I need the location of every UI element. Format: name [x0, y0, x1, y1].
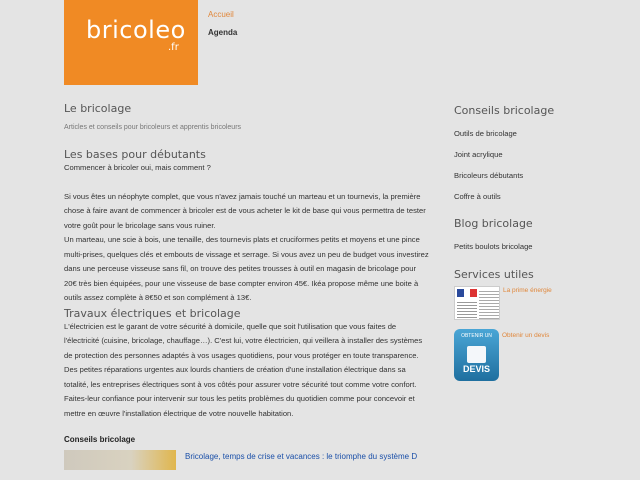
site-logo[interactable]: [64, 0, 198, 85]
sidebar-heading-conseils: Conseils bricolage: [454, 104, 555, 117]
sidebar-item-joint[interactable]: Joint acrylique: [454, 150, 503, 159]
sidebar-heading-blog: Blog bricolage: [454, 217, 533, 230]
document-icon: [467, 346, 486, 363]
flag-icon: [457, 289, 477, 297]
travaux-heading: Travaux électriques et bricolage: [64, 306, 241, 320]
article-link[interactable]: Bricolage, temps de crise et vacances : le triomphe du système D: [185, 452, 418, 461]
sidebar: [454, 104, 634, 281]
bases-paragraph-2: Un marteau, une scie à bois, une tenaille, des tournevis plats et cruciformes petits et moyens et une pince multi-prises, quelques clés et embouts de vissage et serrage. Si vous avez un peu de budget vous investirez dans une perceuse visseuse sans fil, on trouve des petites trousses à outil en magasin de bricolage pour 20€ très bien équipées, pour une visseuse de base compter environ 45€. Ikéa propose même une boite à outils assez complète à 8€50 et son complément à 13€.: [64, 235, 429, 302]
devis-caption: OBTENIR UN: [461, 333, 492, 339]
page-tagline: Articles et conseils pour bricoleurs et apprentis bricoleurs: [64, 124, 242, 131]
bases-heading: Les bases pour débutants: [64, 148, 206, 161]
sidebar-item-outils[interactable]: Outils de bricolage: [454, 129, 517, 138]
prime-energie-link[interactable]: La prime énergie: [503, 287, 552, 294]
sidebar-item-petits-boulots[interactable]: Petits boulots bricolage: [454, 242, 533, 251]
main-content: [64, 102, 429, 470]
devis-document-icon[interactable]: [454, 329, 499, 381]
government-flag-icon[interactable]: [454, 286, 500, 320]
travaux-paragraph-2: Des petites réparations urgentes aux lourds chantiers de création d'une installation électrique dans sa totalité, les entreprises électriques sont à vos côtés pour assurer votre sécurité tout comme votre confort. Faites-leur confiance pour intervenir sur tous les petits problèmes du quotidien comme pour concevoir et mettre en œuvre l'installation électrique de votre nouvelle habitation.: [64, 365, 417, 418]
nav-agenda[interactable]: Agenda: [208, 28, 238, 37]
page-title: Le bricolage: [64, 102, 132, 115]
travaux-paragraph-1: L'électricien est le garant de votre sécurité à domicile, quelle que soit l'utilisation que vous faites de l'électricité (cuisine, bricolage, chauffage…). C'est lui, votre électricien, qui veillera à installer des systèmes de protection des personnes adaptés à vos usages quotidiens, pour vous protéger en toute transparence.: [64, 321, 423, 360]
devis-link[interactable]: Obtenir un devis: [502, 332, 550, 339]
sidebar-heading-services: Services utiles: [454, 268, 534, 281]
article-thumbnail[interactable]: [64, 450, 176, 470]
top-navigation: [208, 10, 237, 37]
bases-intro: Commencer à bricoler oui, mais comment ?: [64, 163, 211, 172]
nav-accueil[interactable]: Accueil: [208, 10, 234, 19]
devis-word: DEVIS: [462, 364, 490, 374]
sidebar-item-coffre[interactable]: Coffre à outils: [454, 192, 501, 201]
logo-tld: .fr: [168, 42, 179, 53]
article-teaser: [64, 450, 429, 470]
logo-word: bricoleo: [86, 16, 186, 44]
conseils-section-label: Conseils bricolage: [64, 435, 136, 444]
sidebar-item-debutants[interactable]: Bricoleurs débutants: [454, 171, 524, 180]
bases-paragraph-1: Si vous êtes un néophyte complet, que vous n'avez jamais touché un marteau et un tournevis, la première chose à faire avant de commencer à bricoler est de vous acheter le kit de base qui vous permettra de tester votre goût pour le bricolage sans vous ruiner.: [64, 191, 426, 230]
